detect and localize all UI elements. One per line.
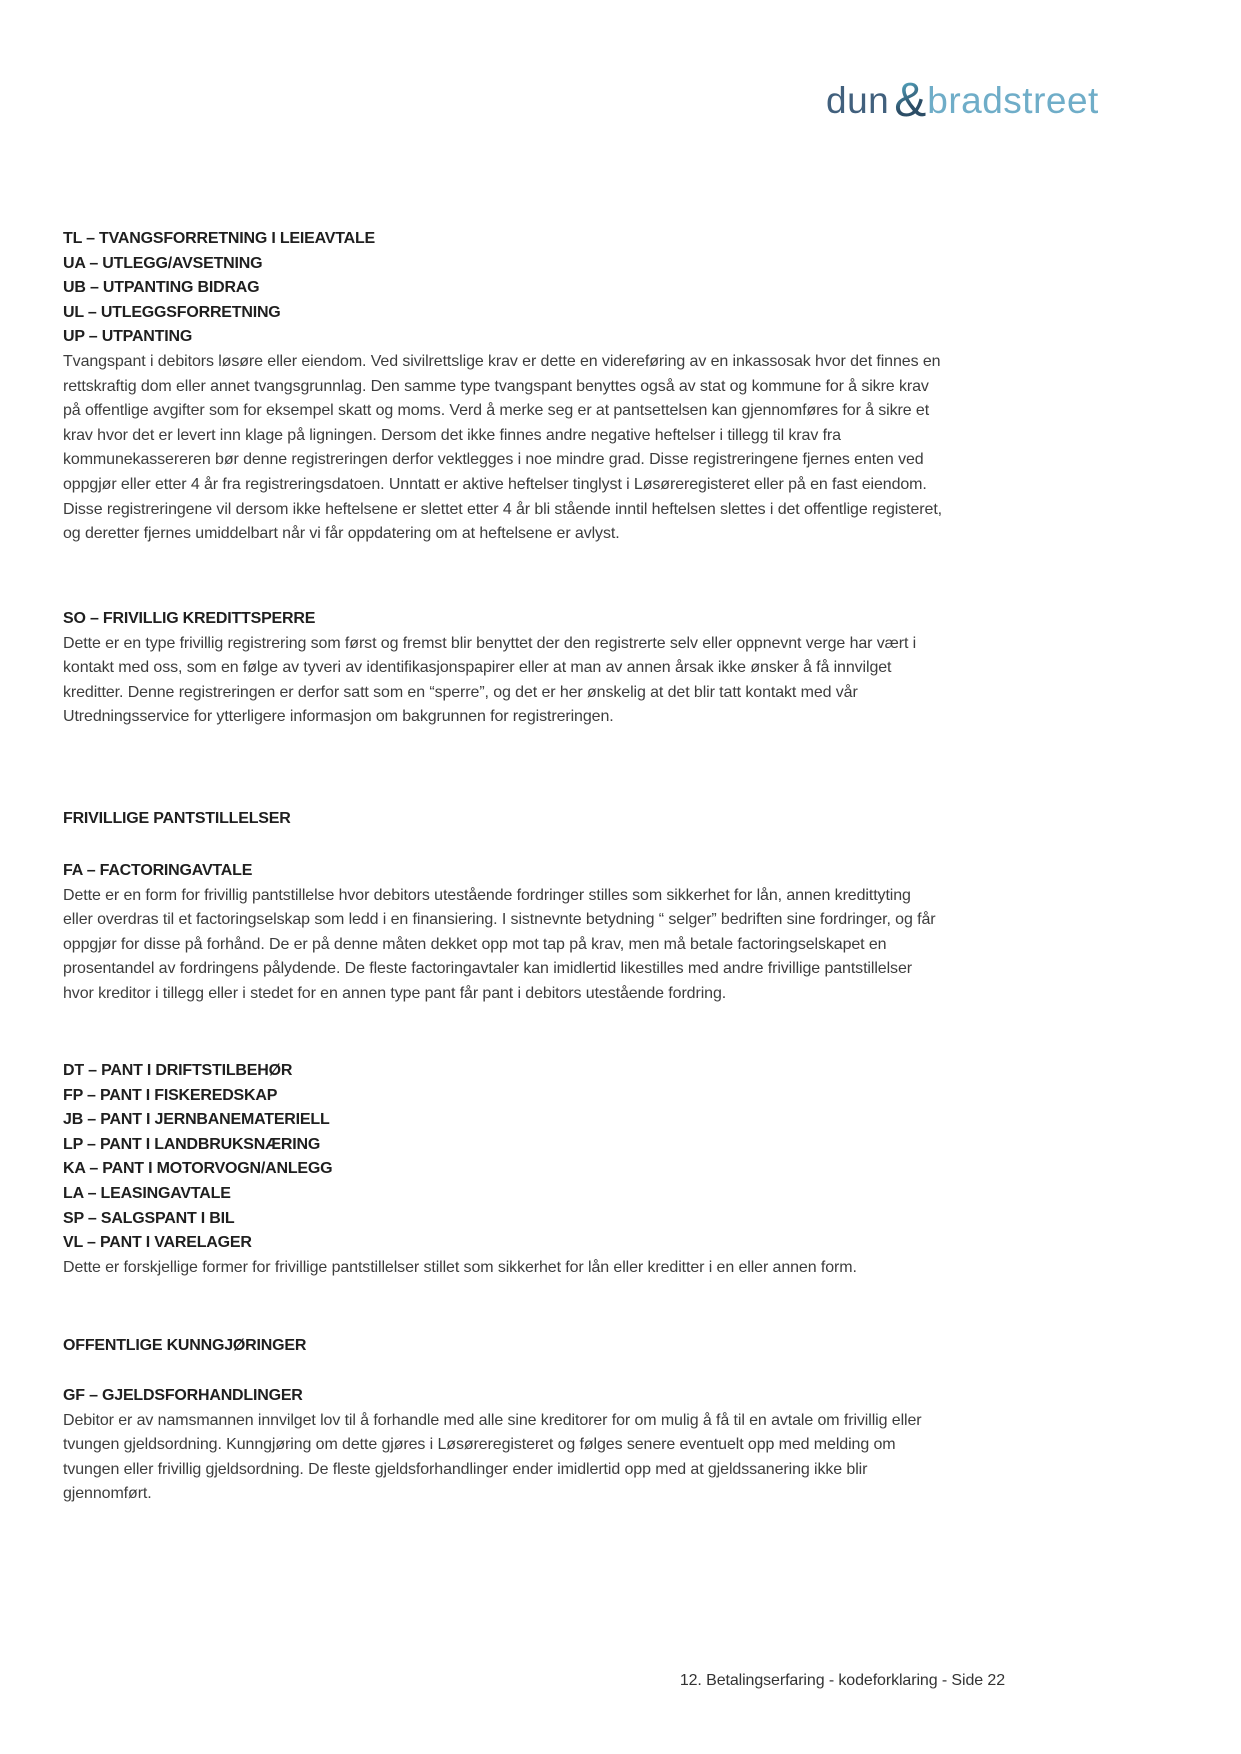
code-heading-sp: SP – SALGSPANT I BIL — [63, 1209, 235, 1227]
code-heading-so: SO – FRIVILLIG KREDITTSPERRE — [63, 610, 316, 627]
code-heading-fa: FA – FACTORINGAVTALE — [63, 862, 253, 879]
pledge-codes-block — [63, 1059, 943, 1280]
debt-negotiations-description: Debitor er av namsmannen innvilget lov til å forhandle med alle sine kreditorer for om mulig å få til en avtale om frivillig eller tvungen gjeldsordning. Kunngjøring om dette gjøres i Løsøreregisteret og følges senere eventuelt opp med melding om tvungen eller frivillig gjeldsordning. De fleste gjeldsforhandlinger ender imidlertid opp med at gjeldssanering ikke blir gjennomført. — [63, 1411, 922, 1503]
code-heading-ka: KA – PANT I MOTORVOGN/ANLEGG — [63, 1160, 333, 1178]
code-heading-ub: UB – UTPANTING BIDRAG — [63, 279, 260, 297]
code-heading-la: LA – LEASINGAVTALE — [63, 1184, 231, 1202]
voluntary-pledges-section-title-row — [63, 807, 943, 832]
code-heading-tl: TL – TVANGSFORRETNING I LEIEAVTALE — [63, 230, 376, 247]
page-footer: 12. Betalingserfaring - kodeforklaring - Side 22 — [679, 1672, 1005, 1689]
public-announcements-section-title-row — [63, 1334, 943, 1359]
code-heading-up: UP – UTPANTING — [63, 328, 193, 346]
logo-dun-text: dun — [826, 80, 890, 121]
debt-negotiations-block — [63, 1384, 943, 1507]
factoring-block — [63, 859, 943, 1007]
code-heading-ua: UA – UTLEGG/AVSETNING — [63, 254, 263, 272]
code-heading-fp: FP – PANT I FISKEREDSKAP — [63, 1086, 278, 1104]
code-heading-gf: GF – GJELDSFORHANDLINGER — [63, 1387, 303, 1404]
code-heading-ul: UL – UTLEGGSFORRETNING — [63, 303, 281, 321]
code-heading-dt: DT – PANT I DRIFTSTILBEHØR — [63, 1062, 293, 1079]
logo-ampersand-icon: & — [894, 74, 927, 127]
enforcement-codes-description: Tvangspant i debitors løsøre eller eiendom. Ved sivilrettslige krav er dette en videreføring av en inkassosak hvor det finnes en rettskraftig dom eller annet tvangsgrunnlag. Den samme type tvangspant benyttes også av stat og kommune for å sikre krav på offentlige avgifter som for eksempel skatt og moms. Verd å merke seg er at pantsettelsen kan gjennomføres for å sikre et krav hvor det er levert inn klage på ligningen. Dersom det ikke finnes andre negative heftelser i tillegg til krav fra kommunekassereren bør denne registreringen derfor vektlegges i noe mindre grad. Disse registreringene fjernes enten ved oppgjør eller etter 4 år fra registreringsdatoen. Unntatt er aktive heftelser tinglyst i Løsøreregisteret eller på en fast eiendom. Disse registreringene vil dersom ikke heftelsene er slettet etter 4 år bli stående inntil heftelsen slettes i det offentlige registeret, og deretter fjernes umiddelbart når vi får oppdatering om at heftelsene er avlyst. — [63, 352, 943, 543]
dun-bradstreet-logo — [826, 74, 1099, 127]
logo-bradstreet-text: bradstreet — [927, 80, 1099, 121]
pledge-codes-description: Dette er forskjellige former for frivillige pantstillelser stillet som sikkerhet for lån eller kreditter i en eller annen form. — [63, 1258, 857, 1276]
credit-block-section — [63, 607, 943, 730]
code-heading-jb: JB – PANT I JERNBANEMATERIELL — [63, 1111, 330, 1129]
code-heading-vl: VL – PANT I VARELAGER — [63, 1234, 252, 1252]
section-title-frivillige-pantstillelser: FRIVILLIGE PANTSTILLELSER — [63, 810, 291, 827]
factoring-description: Dette er en form for frivillig pantstillelse hvor debitors utestående fordringer stilles som sikkerhet for lån, annen kredittyting eller overdras til et factoringselskap som ledd i en finansiering. I sistnevnte betydning “ selger” bedriften sine fordringer, og får oppgjør for disse på forhånd. De er på denne måten dekket opp mot tap på krav, men må betale factoringselskapet en prosentandel av fordringens pålydende. De fleste factoringavtaler kan imidlertid likestilles med andre frivillige pantstillelser hvor kreditor i tillegg eller i stedet for en annen type pant får pant i debitors utestående fordring. — [63, 886, 936, 1002]
section-title-offentlige-kunngjoringer: OFFENTLIGE KUNNGJØRINGER — [63, 1337, 307, 1354]
enforcement-codes-block — [63, 227, 943, 547]
credit-block-description: Dette er en type frivillig registrering som først og fremst blir benyttet der den registrerte selv eller oppnevnt verge har vært i kontakt med oss, som en følge av tyveri av identifikasjonspapirer eller at man av annen årsak ikke ønsker å få innvilget kreditter. Denne registreringen er derfor satt som en “sperre”, og det er her ønskelig at det blir tatt kontakt med vår Utredningsservice for ytterligere informasjon om bakgrunnen for registreringen. — [63, 634, 917, 726]
code-heading-lp: LP – PANT I LANDBRUKSNÆRING — [63, 1135, 321, 1153]
